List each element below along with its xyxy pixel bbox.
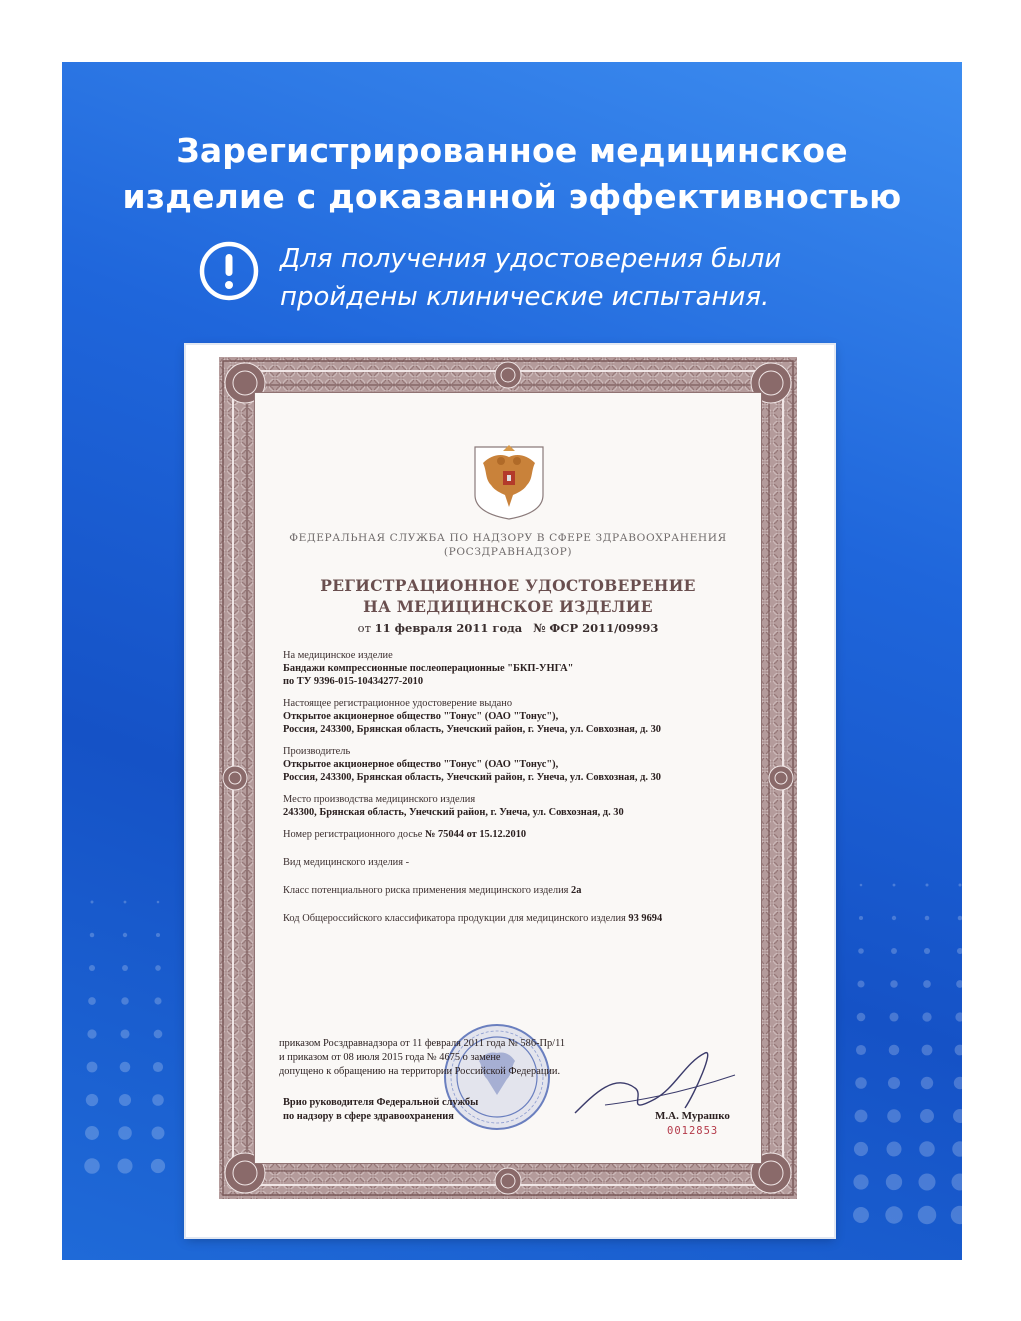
decor-dot (920, 1109, 934, 1123)
decor-dot (151, 1159, 165, 1173)
sign-line-2: по надзору в сфере здравоохранения (283, 1111, 454, 1122)
signatory-title (283, 1096, 543, 1124)
certificate-body (283, 649, 753, 934)
headline (62, 128, 962, 220)
decor-dot (85, 1126, 99, 1140)
dossier-label: Номер регистрационного досье (283, 829, 423, 840)
decor-dot (860, 884, 863, 887)
decor-dot (119, 1094, 131, 1106)
issued-to: Открытое акционерное общество "Тонус" (ОАО "Тонус"), (283, 711, 559, 722)
note-line-2: пройдены клинические испытания. (280, 282, 770, 312)
decor-dot (891, 948, 897, 954)
decor-dot (855, 1110, 868, 1123)
product-label: На медицинское изделие (283, 650, 393, 661)
decor-dot (922, 1045, 933, 1056)
decor-dot (157, 901, 160, 904)
decor-dot (154, 1030, 163, 1039)
decor-dot (857, 1013, 866, 1022)
decor-dot (154, 997, 161, 1004)
kind-label: Вид медицинского изделия - (283, 857, 410, 868)
decor-dot (152, 1127, 165, 1140)
exclamation-circle-icon (198, 240, 260, 302)
decor-dot (84, 1158, 99, 1173)
decor-dot (122, 965, 128, 971)
manufacturer-name: Открытое акционерное общество "Тонус" (ОАО "Тонус"), (283, 759, 559, 770)
order-line-1: приказом Росздравнадзора от 11 февраля 2011 года № 586-Пр/11 (279, 1038, 566, 1049)
decor-dot (954, 1077, 962, 1089)
dossier-value: № 75044 от 15.12.2010 (424, 829, 527, 840)
decor-dot (856, 1045, 866, 1055)
issued-address: Россия, 243300, Брянская область, Унечский район, г. Унеча, ул. Совхозная, д. 30 (283, 724, 661, 735)
title-line-1: РЕГИСТРАЦИОННОЕ УДОСТОВЕРЕНИЕ (320, 576, 696, 595)
decor-dot (890, 980, 898, 988)
decor-dot (889, 1045, 900, 1056)
decor-dot (123, 933, 127, 937)
headline-line-2: изделие с доказанной эффективностью (122, 177, 902, 216)
title-line-2: НА МЕДИЦИНСКОЕ ИЗДЕЛИЕ (363, 597, 653, 616)
decor-dot (926, 884, 929, 887)
order-line-2: и приказом от 08 июля 2015 года № 4675 о замене (279, 1052, 501, 1063)
decor-dot (859, 916, 863, 920)
decor-dot (955, 1045, 962, 1056)
manufacturer-block (283, 745, 753, 784)
decor-dot (885, 1206, 902, 1223)
decor-dot (87, 1062, 98, 1073)
risk-value: 2а (571, 885, 582, 896)
site-block (283, 793, 753, 819)
date-prefix: от (357, 621, 371, 635)
agency-name (255, 531, 761, 559)
decor-dot (87, 1029, 96, 1038)
product-block (283, 649, 753, 688)
manufacturer-label: Производитель (283, 746, 351, 757)
okp-label: Код Общероссийского классификатора продукции для медицинского изделия (283, 913, 626, 924)
decor-dot (153, 1062, 163, 1072)
registration-certificate (219, 357, 797, 1199)
decor-dot (955, 1012, 962, 1021)
decor-dot (888, 1077, 900, 1089)
product-name: Бандажи компрессионные послеоперационные "БКП-УНГА" (283, 663, 574, 674)
decor-dot (956, 980, 962, 988)
decor-dot (918, 1206, 937, 1225)
decor-dot (952, 1141, 962, 1156)
sign-line-1: Врио руководителя Федеральной службы (283, 1097, 479, 1108)
dossier-block (283, 828, 753, 841)
decor-dot (858, 948, 864, 954)
decor-dot (951, 1173, 962, 1190)
decor-dot (887, 1109, 901, 1123)
decor-dot (886, 1141, 901, 1156)
decor-dot (121, 997, 128, 1004)
issued-label: Настоящее регистрационное удостоверение выдано (283, 698, 513, 709)
decor-dot (91, 901, 94, 904)
decor-dot (918, 1173, 935, 1190)
decor-dot (120, 1029, 129, 1038)
risk-block (283, 884, 753, 897)
decor-dot (857, 980, 864, 987)
decor-dot (959, 884, 962, 887)
decor-dot (892, 916, 896, 920)
decor-dot (117, 1158, 132, 1173)
risk-label: Класс потенциального риска применения медицинского изделия (283, 885, 569, 896)
decor-dot (889, 1012, 898, 1021)
decor-dot (118, 1126, 132, 1140)
decor-dot (853, 1207, 869, 1223)
decor-dot (957, 948, 962, 954)
decor-dot (88, 997, 96, 1005)
certificate-number: ФСР 2011/09993 (549, 621, 659, 635)
product-spec: по ТУ 9396-015-10434277-2010 (283, 676, 424, 687)
decor-dot (958, 916, 962, 921)
decor-dot (951, 1206, 962, 1224)
decor-dot (919, 1141, 935, 1157)
decor-dot (886, 1174, 902, 1190)
decor-dot (156, 933, 160, 937)
decor-dot (924, 948, 930, 954)
certificate-content (255, 393, 761, 1163)
decor-dot (893, 884, 896, 887)
decor-dot (86, 1094, 98, 1106)
decor-dot (89, 965, 95, 971)
decor-dot (922, 1012, 931, 1021)
agency-line-2: (РОСЗДРАВНАДЗОР) (443, 546, 573, 558)
agency-line-1: ФЕДЕРАЛЬНАЯ СЛУЖБА ПО НАДЗОРУ В СФЕРЕ ЗДРАВООХРАНЕНИЯ (289, 532, 727, 544)
kind-block (283, 856, 753, 869)
certificate-date-number (255, 621, 761, 635)
coat-of-arms-eagle-icon (471, 441, 547, 521)
manufacturer-address: Россия, 243300, Брянская область, Унечский район, г. Унеча, ул. Совхозная, д. 30 (283, 772, 661, 783)
decor-dot (120, 1062, 131, 1073)
certificate-frame (186, 345, 834, 1237)
okp-block (283, 912, 753, 925)
serial-number: 0012853 (667, 1125, 719, 1137)
signer-name: М.А. Мурашко (655, 1110, 730, 1122)
decor-dot (90, 933, 95, 938)
clinical-trials-note (280, 240, 920, 316)
issue-date: 11 февраля 2011 года (374, 621, 523, 635)
order-line-3: допущено к обращению на территории Российской Федерации. (279, 1066, 561, 1077)
okp-value: 93 9694 (628, 913, 663, 924)
decor-dot (925, 916, 930, 921)
decor-dot (923, 980, 931, 988)
issued-block (283, 697, 753, 736)
decor-dot (124, 901, 127, 904)
site-label: Место производства медицинского изделия (283, 794, 476, 805)
promo-panel (62, 62, 962, 1260)
certificate-title (255, 575, 761, 617)
decor-dot (854, 1142, 868, 1156)
orders-text (279, 1037, 719, 1079)
decor-dot (921, 1077, 933, 1089)
decor-dot (953, 1109, 962, 1123)
decor-dot (155, 965, 161, 971)
site-address: 243300, Брянская область, Унечский район, г. Унеча, ул. Совхозная, д. 30 (283, 807, 624, 818)
headline-line-1: Зарегистрированное медицинское (176, 131, 848, 170)
decor-dot (152, 1094, 164, 1106)
decor-dot (853, 1174, 868, 1189)
decor-dot (855, 1077, 867, 1089)
number-sign: № (533, 621, 546, 635)
note-line-1: Для получения удостоверения были (280, 244, 782, 274)
